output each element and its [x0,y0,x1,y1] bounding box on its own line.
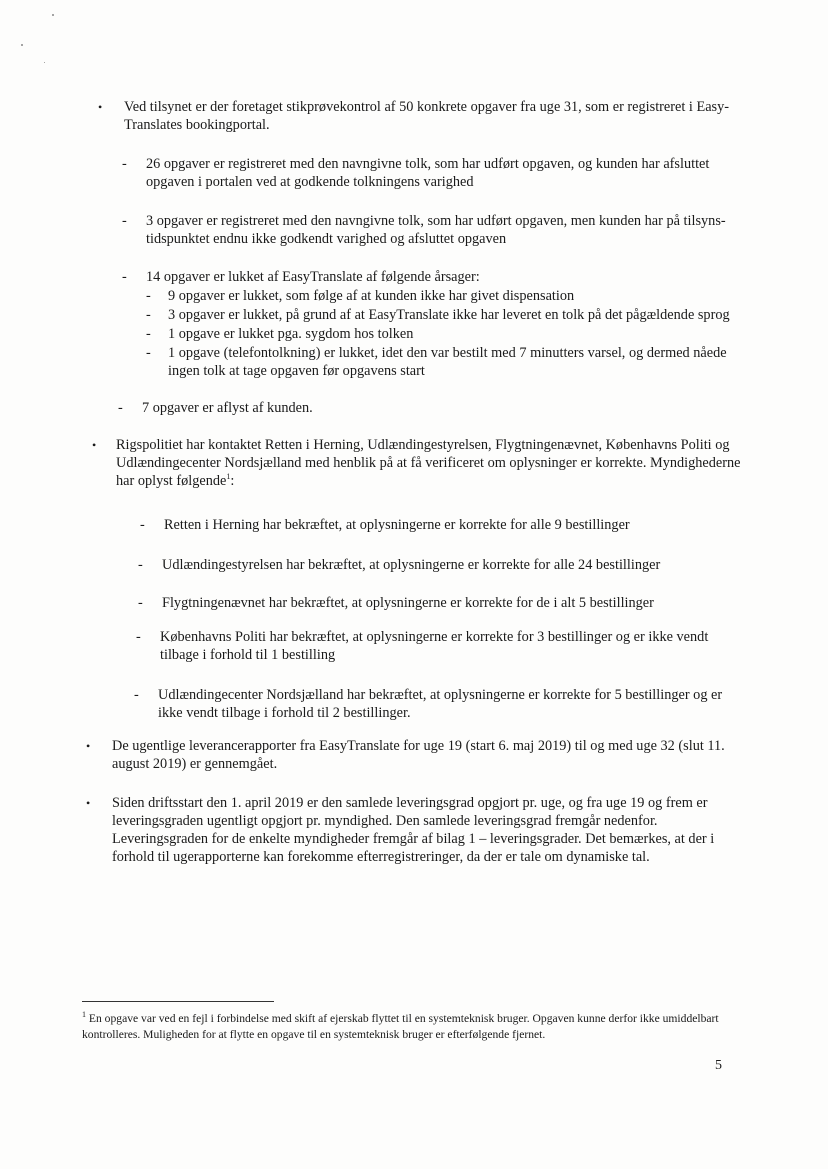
bullet-marker: • [86,796,91,810]
sub-item-text: Udlændingecenter Nordsjælland har bekræftet, at oplysningerne er korrekte for 5 bestillinger og er ikke vendt tilbage i forhold til 2 bestillinger. [158,687,723,721]
bullet-text: Ved tilsynet er der foretaget stikprøvekontrol af 50 konkrete opgaver fra uge 31, som er registreret i Easy-Translates bookingportal. [124,99,730,133]
bullet-text [116,436,742,490]
page-number: 5 [715,1058,722,1073]
nested-item-text: 1 opgave (telefontolkning) er lukket, idet den var bestilt med 7 minutters varsel, og dermed nåede ingen tolk at tage opgaven før opgavens start [168,345,727,379]
bullet-marker: • [98,100,103,114]
sub-item-text: 26 opgaver er registreret med den navngivne tolk, som har udført opgaven, og kunden har afsluttet opgaven i portalen ved at godkende tolkningens varighed [146,156,710,190]
sub-item-text: 14 opgaver er lukket af EasyTranslate af følgende årsager: [146,269,480,285]
footnote-mark: 1 [82,1010,86,1020]
sub-item-text: Retten i Herning har bekræftet, at oplysningerne er korrekte for alle 9 bestillinger [164,517,630,533]
dash-marker: - [136,629,141,645]
scan-speck [44,62,45,63]
dash-marker: - [138,595,143,611]
dash-marker: - [122,213,127,229]
bullet-marker: • [86,739,91,753]
dash-marker: - [138,557,143,573]
bullet-text: De ugentlige leverancerapporter fra EasyTranslate for uge 19 (start 6. maj 2019) til og med uge 32 (slut 11. august 2019) er gennemgået. [112,738,725,772]
bullet-marker: • [92,438,97,452]
nested-item-text: 9 opgaver er lukket, som følge af at kunden ikke har givet dispensation [168,288,575,304]
sub-item-text: 3 opgaver er registreret med den navngivne tolk, som har udført opgaven, men kunden har på tilsyns-tidspunktet endnu ikke godkendt varighed og afsluttet opgaven [146,213,726,247]
sub-item-text: Flygtningenævnet har bekræftet, at oplysningerne er korrekte for de i alt 5 bestillinger [162,595,654,611]
dash-marker: - [146,307,151,323]
sub-item-text: Udlændingestyrelsen har bekræftet, at oplysningerne er korrekte for alle 24 bestillinger [162,557,661,573]
dash-marker: - [146,288,151,304]
dash-marker: - [140,517,145,533]
dash-marker: - [118,400,123,416]
nested-item-text: 1 opgave er lukket pga. sygdom hos tolken [168,326,414,342]
dash-marker: - [122,269,127,285]
sub-item-text: Københavns Politi har bekræftet, at oplysningerne er korrekte for 3 bestillinger og er ikke vendt tilbage i forhold til 1 bestilling [160,629,709,663]
footnote-text: En opgave var ved en fejl i forbindelse med skift af ejerskab flyttet til en systemteknisk bruger. Opgaven kunne derfor ikke umiddelbart kontrolleres. Muligheden for at flytte en opgave til en systemteknisk bruger er efterfølgende fjernet. [82,1012,719,1041]
scan-speck [52,14,54,16]
sub-item-text: 7 opgaver er aflyst af kunden. [142,400,313,416]
dash-marker: - [146,345,151,361]
bullet-text: Siden driftsstart den 1. april 2019 er den samlede leveringsgrad opgjort pr. uge, og fra uge 19 og frem er leveringsgraden ugentligt opgjort pr. myndighed. Den samlede leveringsgrad fremgår nedenfor. Leveringsgraden for de enkelte myndigheder fremgår af bilag 1 – leveringsgrader. Det bemærkes, at der i forhold til ugerapporterne kan forekomme efterregistreringer, da der er tale om dynamiske tal. [112,795,715,865]
footnote-reference: 1 [226,472,231,482]
dash-marker: - [122,156,127,172]
scan-speck [21,44,23,46]
footnote-separator [82,1001,274,1002]
dash-marker: - [146,326,151,342]
bullet-text-body: Rigspolitiet har kontaktet Retten i Herning, Udlændingestyrelsen, Flygtningenævnet, Københavns Politi og Udlændingecenter Nordsjælland med henblik på at få verificeret om oplysninger er korrekte. Myndighederne har oplyst følgende [116,437,741,489]
bullet-text-colon: : [230,473,235,489]
nested-item-text: 3 opgaver er lukket, på grund af at EasyTranslate ikke har leveret en tolk på det pågældende sprog [168,307,730,323]
footnote [82,1011,730,1043]
dash-marker: - [134,687,139,703]
